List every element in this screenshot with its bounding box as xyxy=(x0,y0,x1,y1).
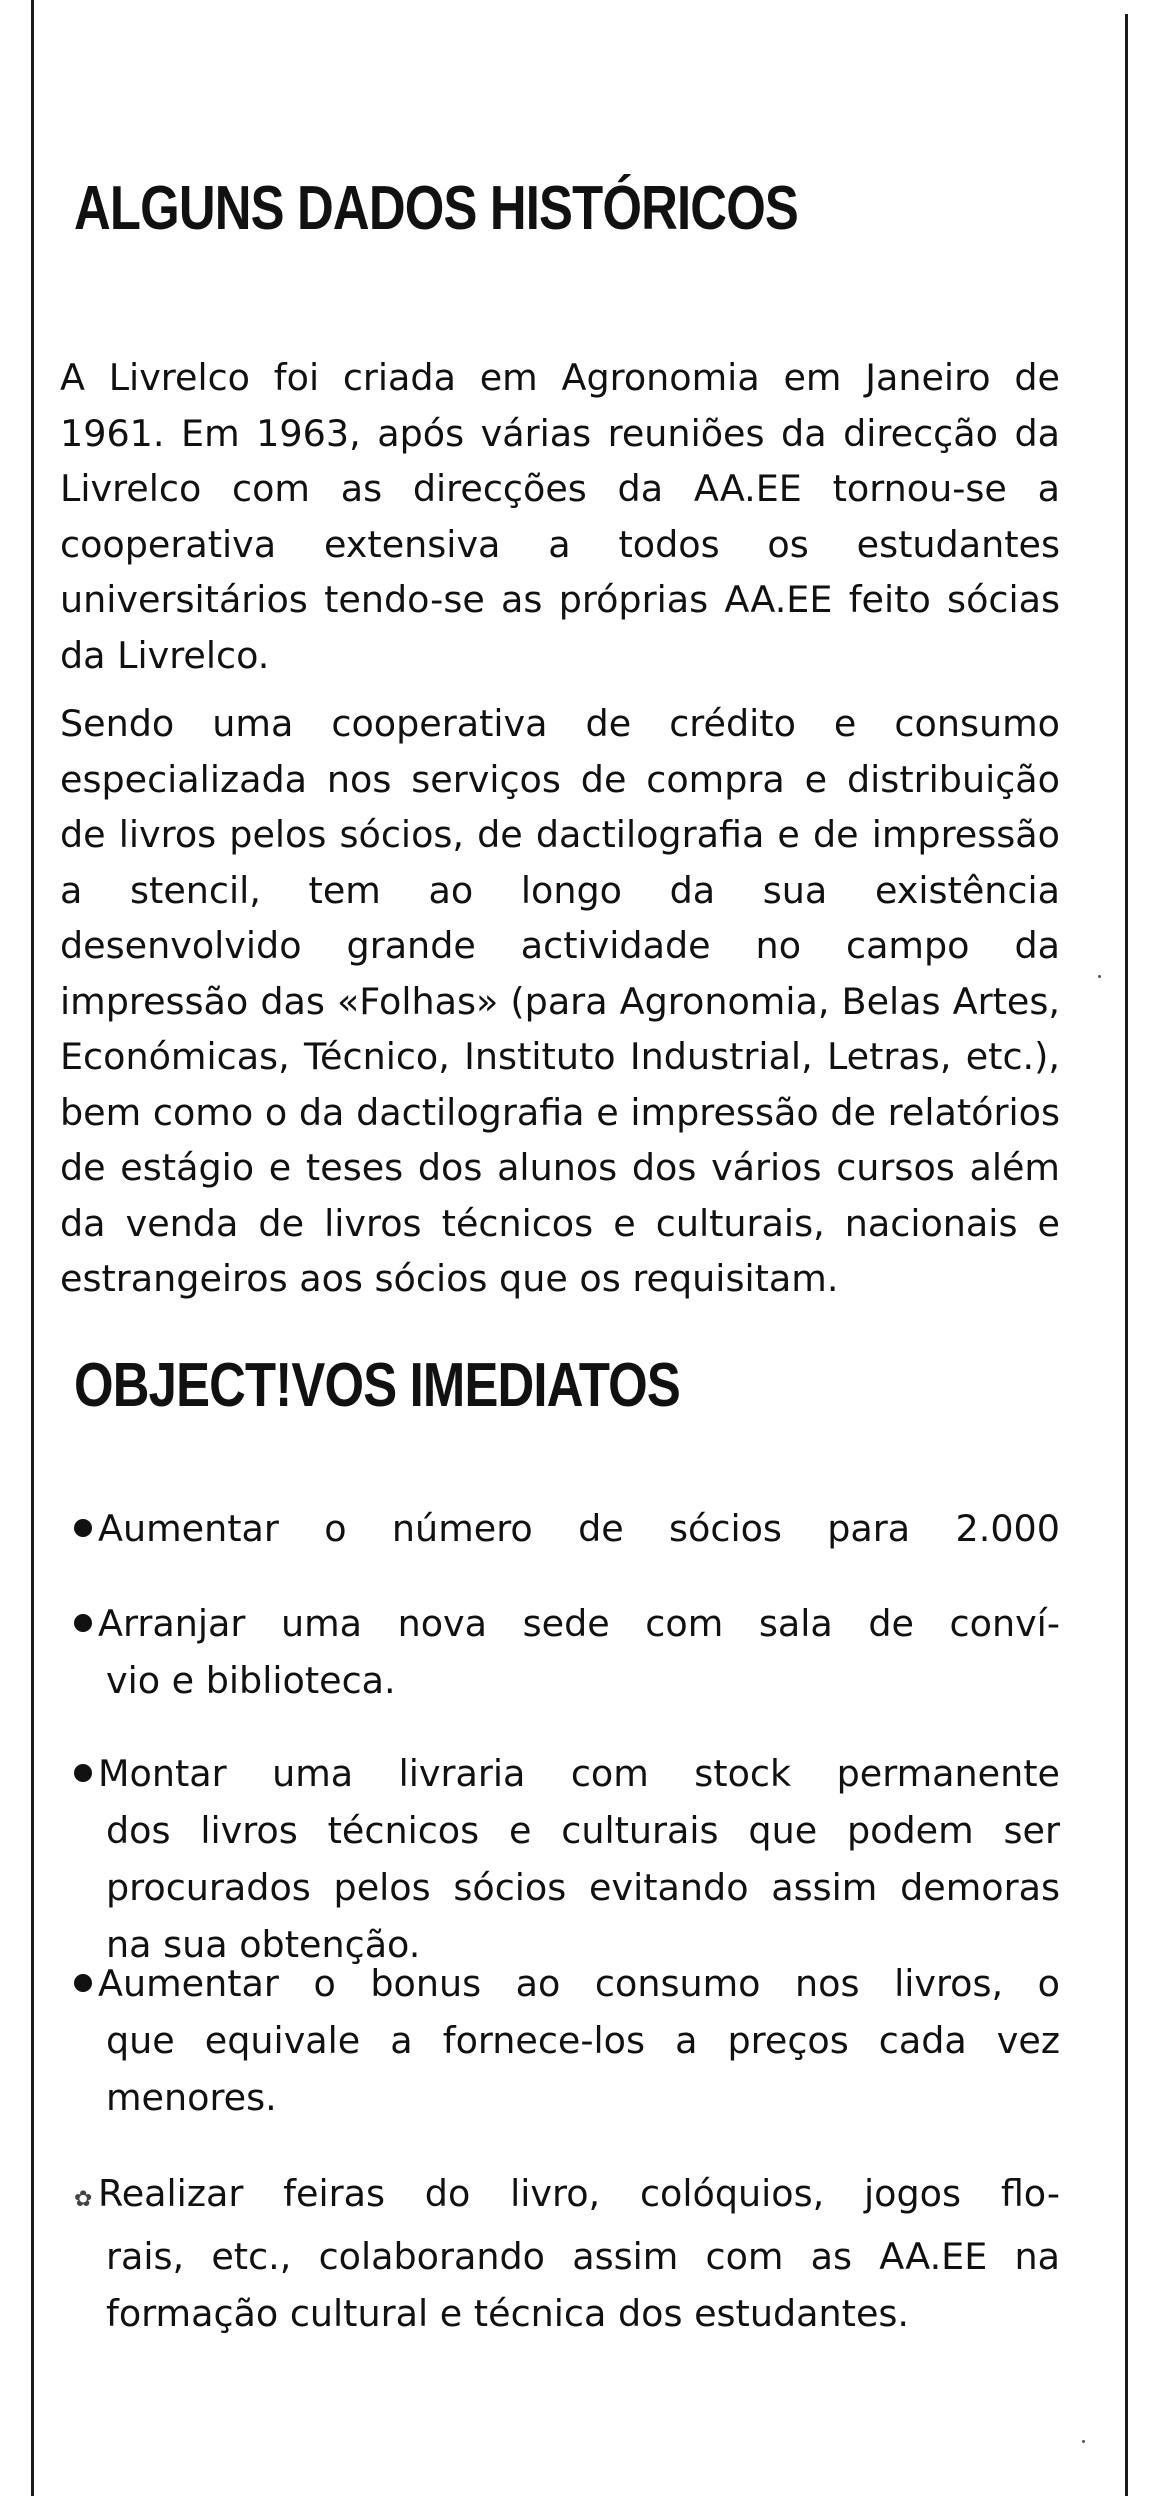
flower-icon: ✿ xyxy=(74,2187,93,2212)
objective-line: ✿ Realizar feiras do livro, colóquios, jogos flo- xyxy=(74,2165,1060,2228)
objective-continuation: que equivale a fornece-los a preços cada vez menores. xyxy=(106,2019,1060,2119)
heading-historical: ALGUNS DADOS HISTÓRICOS xyxy=(74,174,799,243)
objective-item xyxy=(74,2165,1060,2342)
paragraph-history: A Livrelco foi criada em Agronomia em Janeiro de 1961. Em 1963, após várias reuniões da direcção da Livrelco com as direcções da AA.EE tornou-se a cooperativa extensiva a todos os estudantes universitários tendo-se as próprias AA.EE feito sócias da Livrelco. xyxy=(60,356,1060,677)
bullet-icon xyxy=(74,1974,92,1992)
paragraph-activities: Sendo uma cooperativa de crédito e consumo especializada nos serviços de compra e distribuição de livros pelos sócios, de dactilografia e de impressão a stencil, tem ao longo da sua existência desenvolvido grande actividade no campo da impressão das «Folhas» (para Agronomia, Belas Artes, Económicas, Técnico, Instituto Industrial, Letras, etc.), bem como o da dactilografia e impressão de relatórios de estágio e teses dos alunos dos vários cursos além da venda de livros técnicos e culturais, nacionais e estrangeiros aos sócios que os requisitam. xyxy=(60,702,1060,1300)
objective-line: Arranjar uma nova sede com sala de conví- xyxy=(74,1595,1060,1652)
objective-line: Aumentar o bonus ao consumo nos livros, o xyxy=(74,1955,1060,2012)
objective-continuation: vio e biblioteca. xyxy=(106,1659,396,1702)
bullet-icon xyxy=(74,1764,92,1782)
objective-item xyxy=(74,1745,1060,1973)
objective-item xyxy=(74,1595,1060,1709)
print-speck xyxy=(1082,2440,1085,2443)
left-column-rule xyxy=(31,0,34,2496)
right-column-rule xyxy=(1125,14,1128,2496)
objective-continuation: dos livros técnicos e culturais que podem ser procurados pelos sócios evitando assim demoras na sua obtenção. xyxy=(106,1809,1060,1966)
heading-objectives: OBJECT!VOS IMEDIATOS xyxy=(74,1351,680,1420)
bullet-icon xyxy=(74,1614,92,1632)
objective-line: Montar uma livraria com stock permanente xyxy=(74,1745,1060,1802)
objective-line: Aumentar o número de sócios para 2.000 xyxy=(74,1500,1060,1557)
objective-continuation: rais, etc., colaborando assim com as AA.EE na formação cultural e técnica dos estudantes. xyxy=(106,2235,1060,2335)
objective-item xyxy=(74,1955,1060,2126)
print-speck xyxy=(1098,975,1101,978)
bullet-icon xyxy=(74,1519,92,1537)
objective-item xyxy=(74,1500,1060,1557)
